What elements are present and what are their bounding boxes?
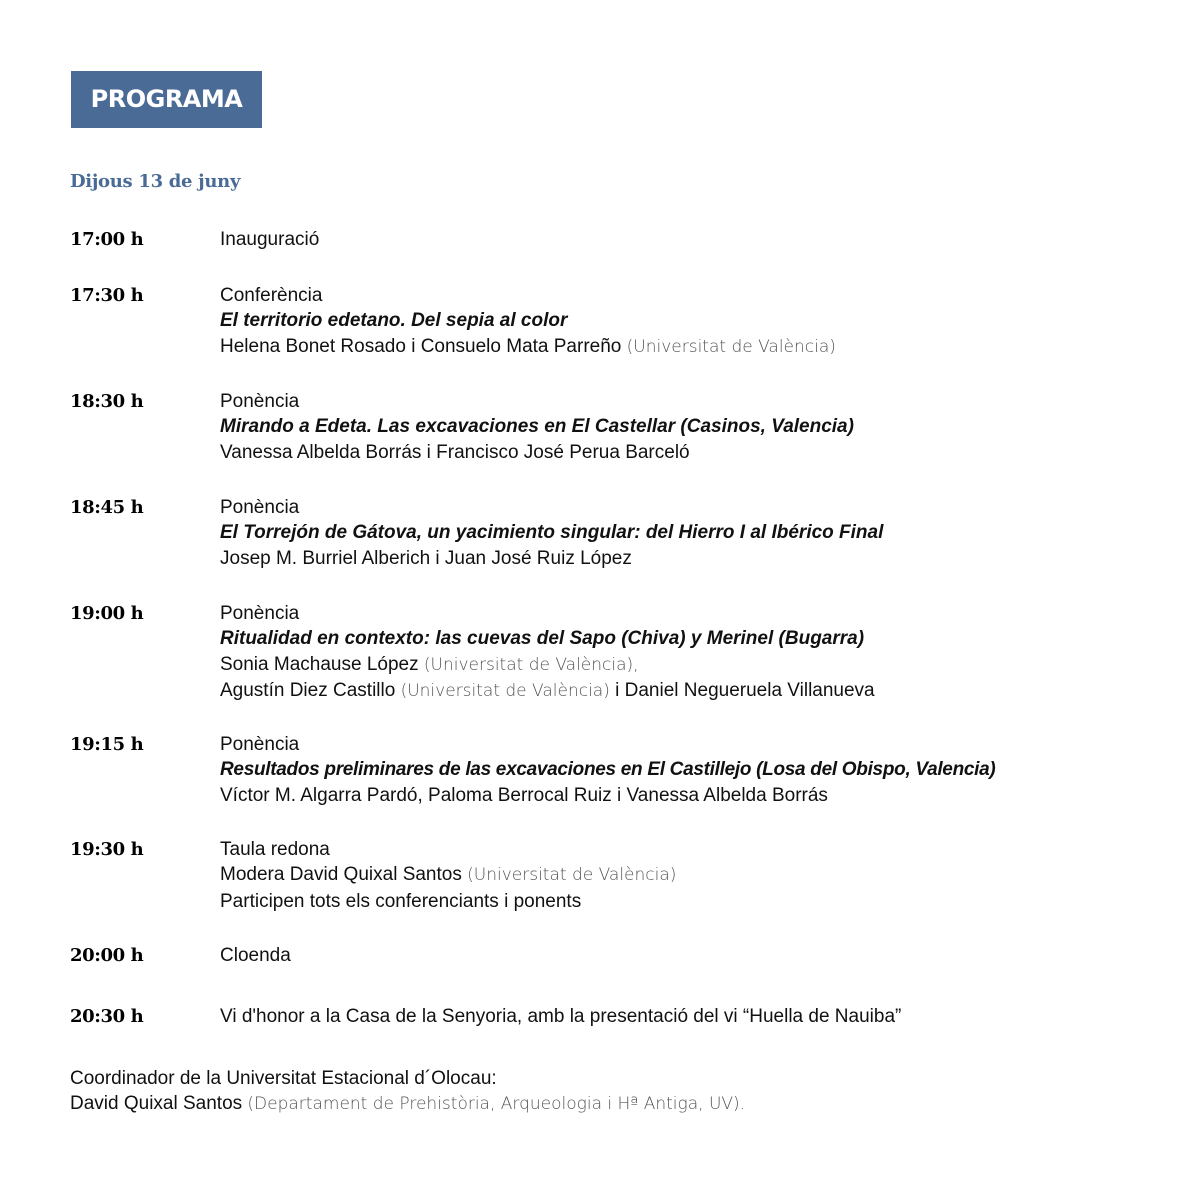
entry-kind: Ponència [220, 734, 300, 755]
entry-time: 17:00 h [70, 229, 144, 250]
entry-speakers [220, 334, 1160, 360]
entry-time: 20:00 h [70, 945, 144, 966]
speaker-names: i Daniel Negueruela Villanueva [609, 679, 875, 701]
entry-speakers: Josep M. Burriel Alberich i Juan José Ruiz López [220, 547, 632, 569]
entry-speakers: Víctor M. Algarra Pardó, Paloma Berrocal Ruiz i Vanessa Albelda Borrás [220, 784, 828, 806]
entry-time: 18:30 h [70, 391, 144, 412]
speaker-affiliation: (Universitat de València) [626, 336, 836, 357]
entry-body [220, 389, 1160, 465]
entry-speakers [220, 678, 1160, 704]
entry-kind: Cloenda [220, 945, 291, 966]
entry-body [220, 495, 1160, 571]
entry-kind: Vi d'honor a la Casa de la Senyoria, amb la presentació del vi “Huella de Nauiba” [220, 1006, 902, 1027]
entry-title: El Torrejón de Gátova, un yacimiento singular: del Hierro I al Ibérico Final [220, 522, 884, 544]
entry-moderator [220, 862, 1160, 888]
entry-body [220, 732, 1160, 808]
entry-time: 19:15 h [70, 734, 144, 755]
entry-time: 19:30 h [70, 839, 144, 860]
entry-body [220, 283, 1160, 360]
coordinator-label: Coordinador de la Universitat Estacional d´Olocau: [70, 1068, 497, 1089]
entry-kind: Inauguració [220, 229, 320, 250]
entry-body [220, 837, 1160, 914]
speaker-names: Helena Bonet Rosado i Consuelo Mata Parreño [220, 335, 627, 357]
entry-title: El territorio edetano. Del sepia al color [220, 310, 568, 332]
entry-kind: Conferència [220, 285, 323, 306]
entry-kind: Ponència [220, 497, 300, 518]
entry-speakers [220, 652, 1160, 678]
entry-time: 20:30 h [70, 1006, 144, 1027]
day-heading: Dijous 13 de juny [70, 171, 241, 192]
entry-body [220, 227, 1160, 252]
moderator-name: Modera David Quixal Santos [220, 864, 468, 886]
coordinator-name: David Quixal Santos [70, 1093, 248, 1115]
entry-title: Resultados preliminares de las excavaciones en El Castillejo (Losa del Obispo, Valencia) [220, 759, 996, 781]
entry-kind: Taula redona [220, 839, 330, 860]
entry-speakers: Vanessa Albelda Borrás i Francisco José Perua Barceló [220, 441, 690, 463]
speaker-names: Agustín Diez Castillo [220, 679, 401, 701]
entry-time: 18:45 h [70, 497, 144, 518]
speaker-names: Sonia Machause López [220, 653, 424, 675]
entry-body [220, 601, 1160, 704]
coordinator-affiliation: (Departament de Prehistòria, Arqueologia i Hª Antiga, UV). [247, 1094, 746, 1115]
moderator-affiliation: (Universitat de València) [467, 865, 677, 886]
entry-participants: Participen tots els conferenciants i ponents [220, 890, 582, 912]
coordinator-block [70, 1066, 745, 1118]
entry-kind: Ponència [220, 391, 300, 412]
entry-body [220, 1004, 1160, 1029]
entry-title: Mirando a Edeta. Las excavaciones en El Castellar (Casinos, Valencia) [220, 416, 854, 438]
section-header: PROGRAMA [71, 71, 262, 128]
entry-body [220, 943, 1160, 968]
speaker-affiliation: (Universitat de València) [400, 680, 610, 701]
entry-time: 17:30 h [70, 285, 144, 306]
entry-time: 19:00 h [70, 603, 144, 624]
entry-kind: Ponència [220, 603, 300, 624]
coordinator-line [70, 1091, 745, 1117]
speaker-affiliation: (Universitat de València), [423, 654, 639, 675]
entry-title: Ritualidad en contexto: las cuevas del Sapo (Chiva) y Merinel (Bugarra) [220, 628, 865, 650]
